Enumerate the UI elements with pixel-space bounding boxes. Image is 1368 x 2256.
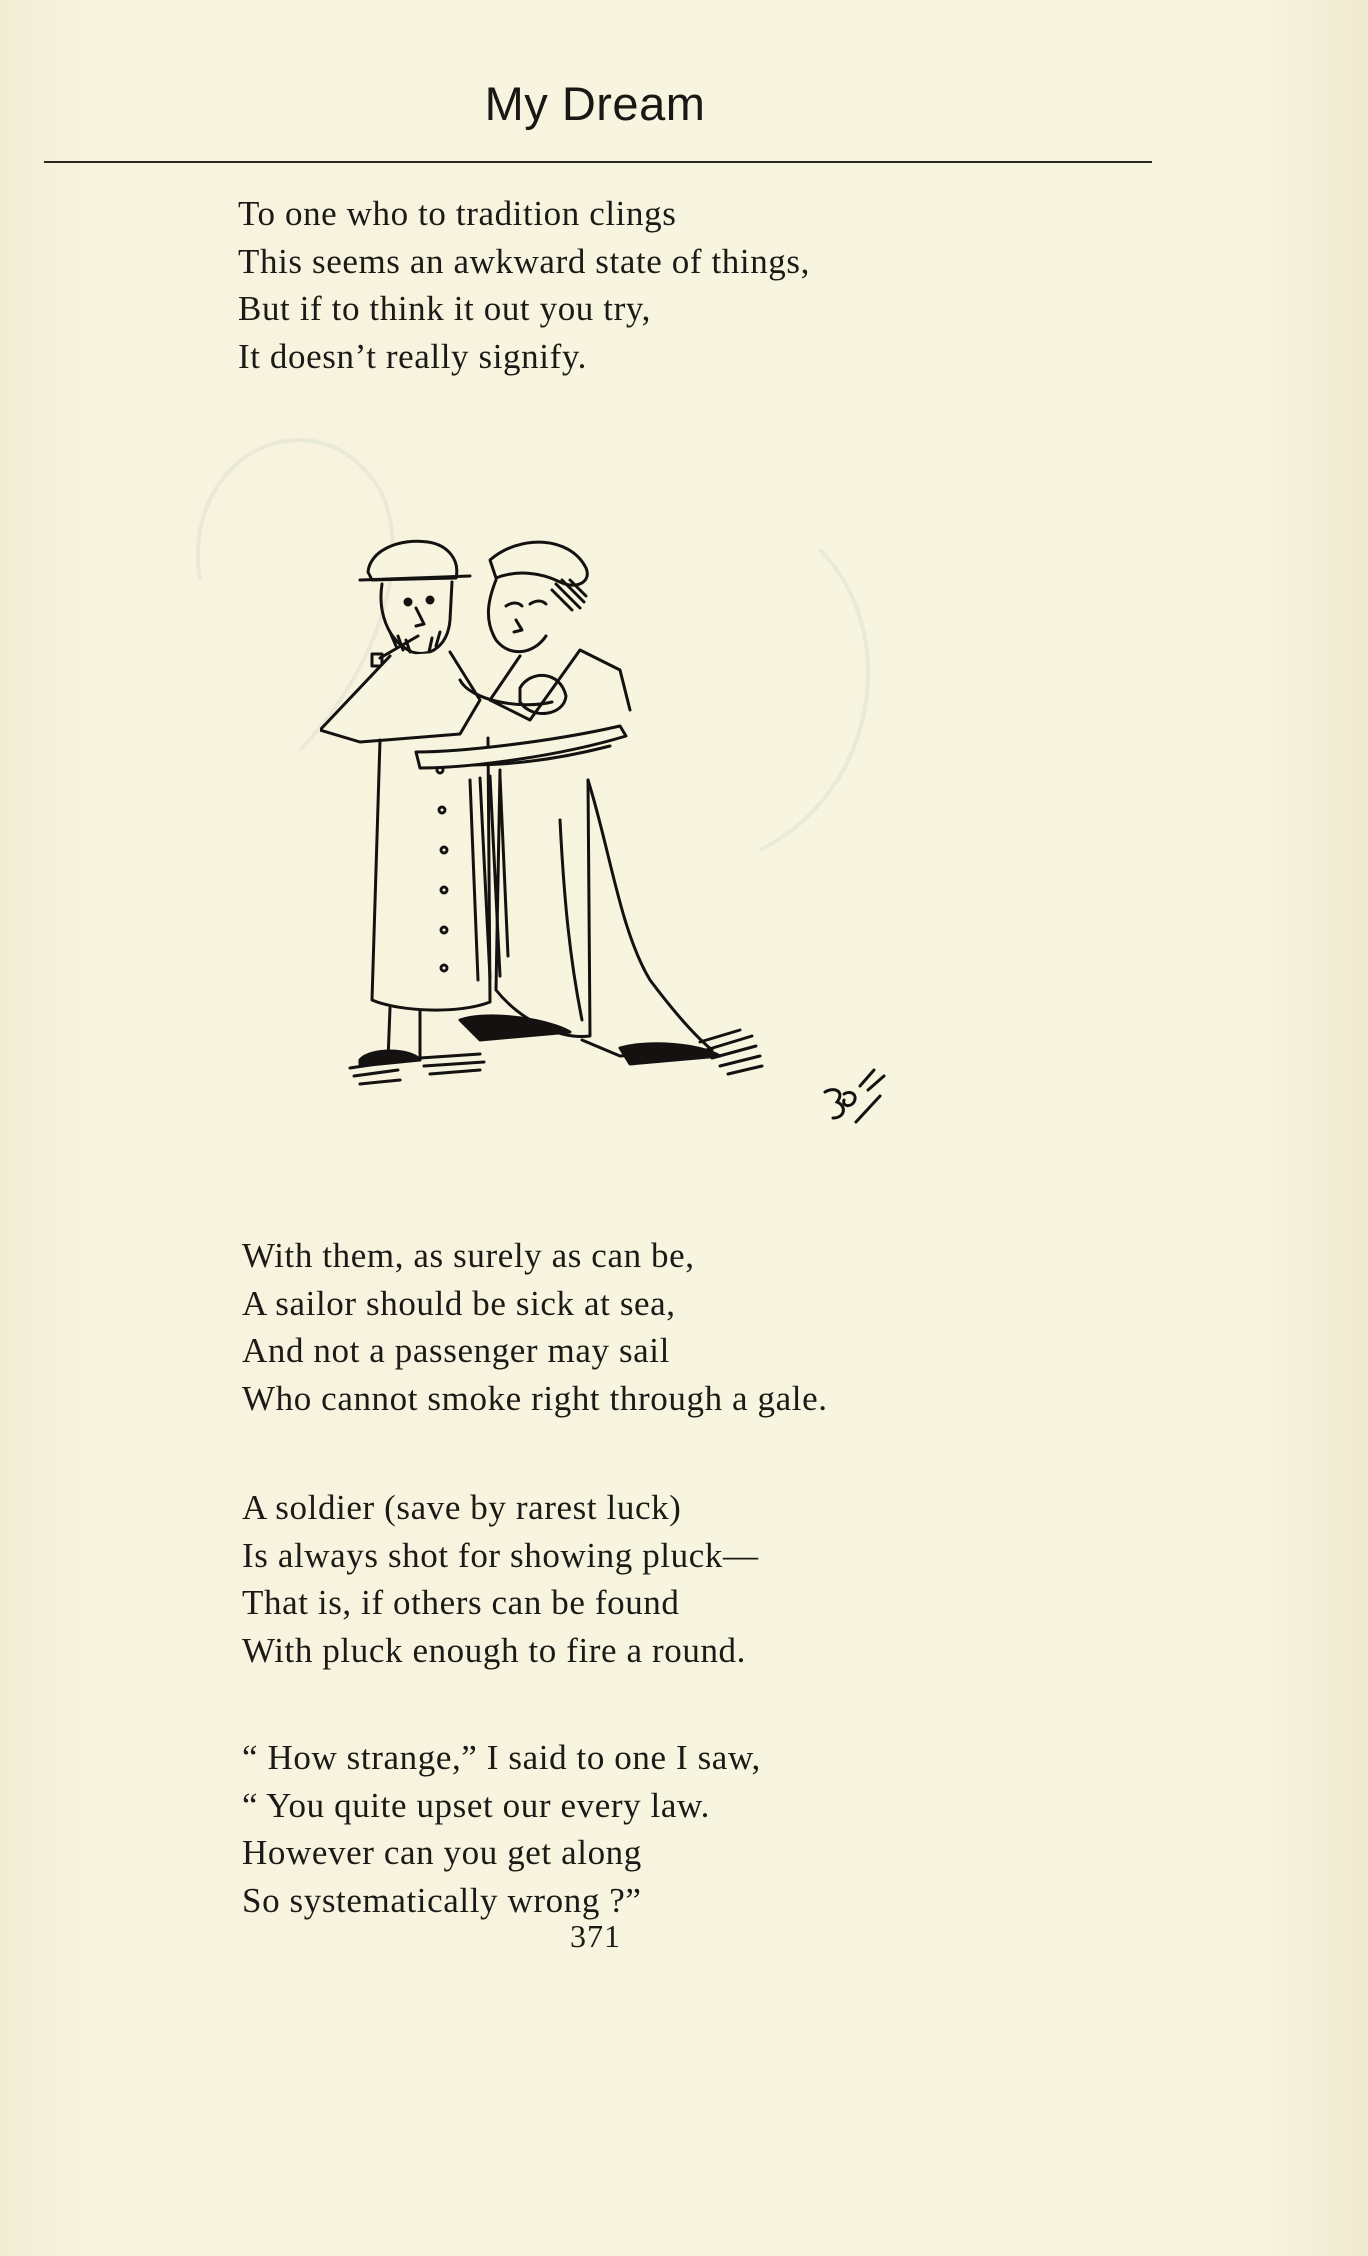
stanza-1 (238, 190, 810, 380)
two-figures-drawing (320, 520, 920, 1140)
verse-line: “ You quite upset our every law. (242, 1785, 710, 1825)
page-number: 371 (570, 1918, 621, 1954)
verse-line: That is, if others can be found (242, 1583, 680, 1622)
running-head: My Dream (484, 77, 706, 130)
verse-line: However can you get along (242, 1833, 642, 1872)
verse-line: A sailor should be sick at sea, (242, 1283, 676, 1323)
verse-line: So systematically wrong ?” (242, 1880, 642, 1920)
verse-line: It doesn’t really signify. (238, 336, 588, 376)
ink-illustration (320, 520, 920, 1140)
verse-line: With them, as surely as can be, (242, 1236, 695, 1275)
verse-line: A soldier (save by rarest luck) (242, 1488, 682, 1527)
verse-line: Who cannot smoke right through a gale. (242, 1378, 828, 1418)
verse-line: Is always shot for showing pluck— (242, 1535, 759, 1575)
verse-line: This seems an awkward state of things, (238, 241, 810, 281)
header-rule (44, 161, 1152, 163)
artist-monogram (825, 1070, 884, 1122)
verse-line: To one who to tradition clings (238, 194, 677, 233)
verse-line: And not a passenger may sail (242, 1331, 670, 1370)
verse-line: With pluck enough to fire a round. (242, 1630, 747, 1670)
stanza-4 (242, 1734, 761, 1924)
verse-line: But if to think it out you try, (238, 289, 651, 328)
verse-line: “ How strange,” I said to one I saw, (242, 1738, 761, 1777)
stanza-2 (242, 1232, 828, 1422)
stanza-3 (242, 1484, 759, 1674)
